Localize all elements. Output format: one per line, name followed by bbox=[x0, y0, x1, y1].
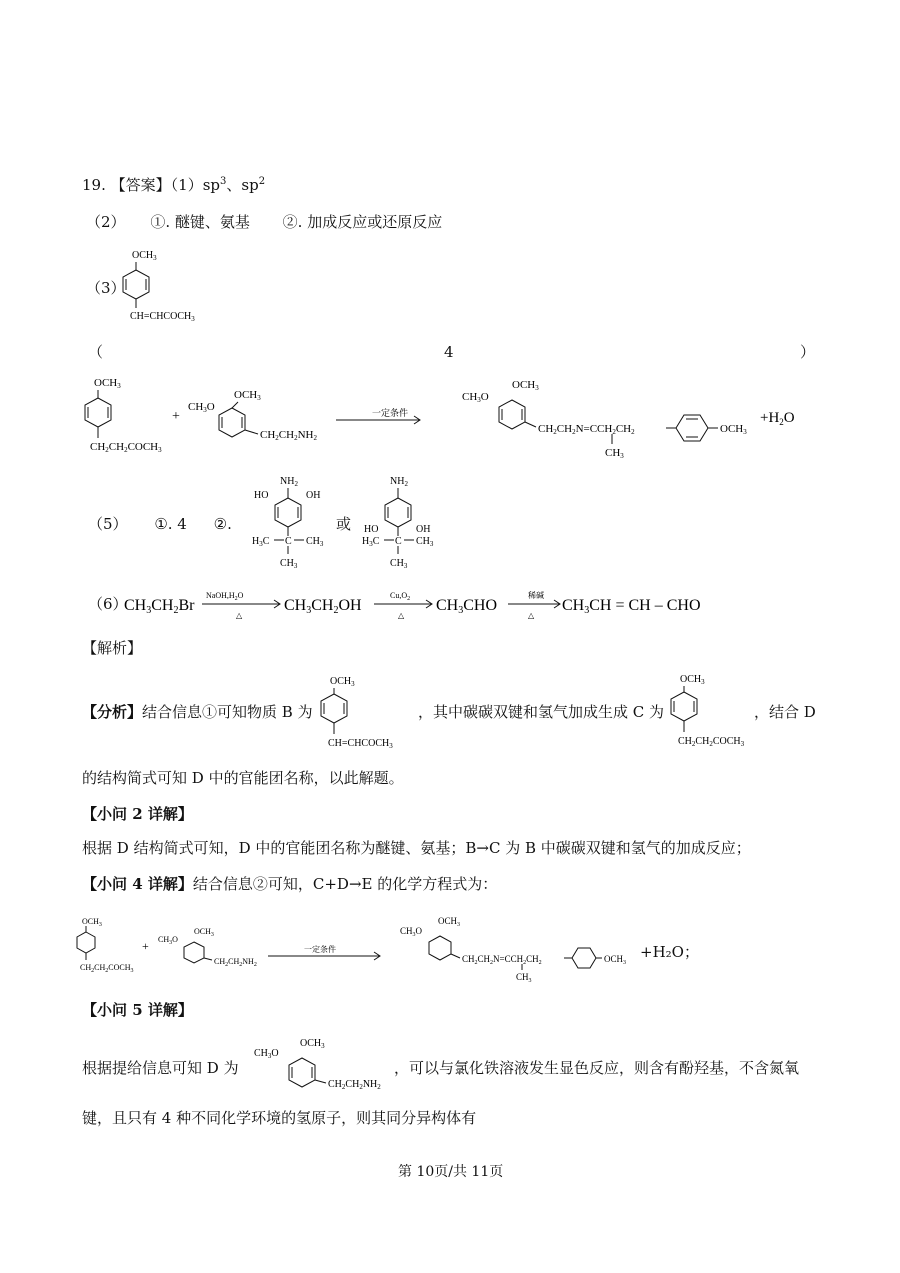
svg-text:CH3: $CH_3$ bbox=[516, 972, 532, 982]
svg-text:OCH3: $OCH_3$ bbox=[330, 676, 355, 688]
svg-text:CH3O: $CH_3O$ bbox=[254, 1048, 279, 1060]
fenxi-text-b: ，其中碳碳双键和氢气加成生成 C 为 bbox=[418, 703, 665, 721]
svg-text:OCH3: $OCH_3$ bbox=[82, 917, 102, 928]
svg-text:CH3O: CH3O bbox=[188, 401, 215, 414]
och3-label: $OCH_3$ bbox=[132, 250, 157, 262]
ch-chcoch3-label: $CH=CHCOCH_3$ bbox=[130, 311, 195, 323]
svg-text:CH2CH2N=CCH2CH2: CH2CH2N=CCH2CH2 bbox=[538, 423, 635, 436]
question-number: 19. bbox=[82, 176, 106, 194]
svg-text:+H2O: $+H_2O$ bbox=[760, 410, 795, 427]
svg-text:H3C: $H_3C$ bbox=[362, 536, 380, 548]
part4-number: 4 bbox=[444, 343, 454, 361]
svg-text:CH3O: $CH_3O$ bbox=[158, 935, 178, 946]
svg-text:CH2CH2NH2: CH2CH2NH2 bbox=[260, 429, 317, 442]
part5-isomer-1 bbox=[250, 472, 340, 572]
svg-text:CH3O: CH3O bbox=[462, 391, 489, 404]
q2-body: 根据 D 结构简式可知，D 中的官能团名称为醚键、氨基；B→C 为 B 中碳碳双键和氢气的加成反应； bbox=[82, 839, 751, 857]
svg-text:CH2CH2N=CCH2CH2: $CH_2CH_2N=CCH_2CH_2$ bbox=[462, 954, 542, 966]
svg-text:CH2CH2NH2: $CH_2CH_2NH_2$ bbox=[328, 1079, 381, 1091]
svg-text:CH2CH2COCH3: $CH_2CH_2COCH_3$ bbox=[80, 963, 134, 974]
part2-line bbox=[86, 212, 442, 232]
svg-text:OH: OH bbox=[416, 524, 431, 535]
part5-isomer-2 bbox=[360, 472, 450, 572]
part4-open: （ bbox=[88, 343, 104, 361]
part4-equation bbox=[80, 372, 820, 462]
sp2-text: sp bbox=[241, 176, 259, 194]
part4-close: ） bbox=[800, 343, 816, 361]
fenxi-text-a: 结合信息①可知物质 B 为 bbox=[142, 703, 313, 721]
svg-text:OCH3: OCH3 bbox=[720, 423, 747, 436]
q5-heading: 【小问 5 详解】 bbox=[82, 1001, 193, 1019]
svg-text:OCH3: $OCH_3$ bbox=[300, 1038, 325, 1050]
h2o-semicolon: +H₂O； bbox=[640, 943, 699, 961]
part6-label: （6） bbox=[88, 595, 128, 613]
svg-text:CH3: CH3 bbox=[605, 447, 624, 460]
structure-b bbox=[310, 672, 420, 752]
svg-text:OCH3: $OCH_3$ bbox=[680, 674, 705, 686]
part5-answer-a: ①. 4 bbox=[154, 515, 187, 533]
svg-text:OH: OH bbox=[306, 490, 321, 501]
fenxi-label: 【分析】 bbox=[82, 703, 143, 721]
part2-answer-a: ①. 醚键、氨基 bbox=[150, 213, 250, 231]
part5-answer-b: ②. bbox=[213, 515, 232, 533]
part2-answer-b: ②. 加成反应或还原反应 bbox=[282, 213, 443, 231]
part3-label: （3） bbox=[86, 279, 126, 297]
svg-text:CH2CH2NH2: $CH_2CH_2NH_2$ bbox=[214, 957, 257, 968]
q5-text-c: 键，且只有 4 种不同化学环境的氢原子，则其同分异构体有 bbox=[82, 1109, 477, 1127]
part5-label: （5） bbox=[88, 515, 128, 533]
svg-text:△: △ bbox=[398, 611, 405, 620]
part5-or: 或 bbox=[336, 515, 352, 533]
svg-text:CH3O: $CH_3O$ bbox=[400, 926, 423, 938]
svg-text:CH3: $CH_3$ bbox=[306, 536, 324, 548]
svg-text:HO: HO bbox=[254, 490, 269, 501]
part2-label: （2） bbox=[86, 213, 126, 231]
q4-body: 结合信息②可知，C+D→E 的化学方程式为： bbox=[192, 875, 498, 893]
q4-line bbox=[82, 874, 497, 894]
svg-text:CH2CH2COCH3: $CH_2CH_2COCH_3$ bbox=[678, 736, 745, 748]
structure-d bbox=[250, 1030, 400, 1094]
svg-text:OCH3: $OCH_3$ bbox=[604, 954, 627, 966]
svg-text:NaOH,H2O: $NaOH,H_2O$ bbox=[206, 591, 244, 602]
svg-text:CH3: $CH_3$ bbox=[280, 558, 298, 570]
fenxi-text-c: ，结合 D bbox=[754, 703, 816, 721]
svg-text:OCH3: $OCH_3$ bbox=[194, 927, 214, 938]
q5-text-a: 根据提给信息可知 D 为 bbox=[82, 1059, 239, 1077]
svg-text:CH3CH2Br: CH3CH2Br bbox=[124, 597, 195, 616]
svg-text:C: C bbox=[395, 536, 402, 547]
svg-text:+: + bbox=[142, 939, 149, 953]
fenxi-text-d: 的结构简式可知 D 中的官能团名称，以此解题。 bbox=[82, 769, 404, 787]
svg-text:H3C: $H_3C$ bbox=[252, 536, 270, 548]
sp2-sup: 2 bbox=[258, 176, 266, 187]
jiexi-heading: 【解析】 bbox=[82, 639, 143, 657]
svg-text:OCH3: OCH3 bbox=[512, 379, 539, 392]
q2-heading: 【小问 2 详解】 bbox=[82, 805, 193, 823]
svg-text:CH3: $CH_3$ bbox=[416, 536, 434, 548]
svg-text:CH3: $CH_3$ bbox=[390, 558, 408, 570]
q5-text-b: ，可以与氯化铁溶液发生显色反应，则含有酚羟基，不含氮氧 bbox=[394, 1059, 800, 1077]
svg-text:+: + bbox=[172, 409, 180, 424]
svg-text:一定条件: 一定条件 bbox=[372, 408, 409, 418]
svg-text:△: △ bbox=[528, 611, 535, 620]
page-footer: 第 10页/共 11页 bbox=[398, 1164, 504, 1180]
svg-text:HO: HO bbox=[364, 524, 379, 535]
structure-b-part3 bbox=[110, 246, 220, 326]
svg-text:CH=CHCOCH3: $CH=CHCOCH_3$ bbox=[328, 738, 393, 750]
svg-text:OCH3: OCH3 bbox=[234, 389, 261, 402]
svg-text:△: △ bbox=[236, 611, 243, 620]
q19-line1 bbox=[82, 172, 265, 195]
sp3-text: sp bbox=[202, 176, 221, 194]
svg-text:OCH3: OCH3 bbox=[94, 377, 121, 390]
svg-text:Cu,O2: $Cu,O_2$ bbox=[390, 591, 411, 602]
answer-label: 【答案】 bbox=[110, 176, 171, 194]
svg-text:CH3CH2OH: CH3CH2OH bbox=[284, 597, 362, 616]
svg-text:稀碱: 稀碱 bbox=[528, 591, 544, 600]
svg-text:CH3CH = CH – CHO: CH3CH = CH – CHO bbox=[562, 597, 701, 616]
svg-text:OCH3: $OCH_3$ bbox=[438, 916, 461, 928]
svg-text:CH3CHO: CH3CHO bbox=[436, 597, 498, 616]
part5-line bbox=[88, 514, 232, 534]
sp3-sup: 3 bbox=[220, 176, 227, 187]
svg-text:一定条件: 一定条件 bbox=[304, 945, 336, 954]
separator: 、 bbox=[226, 176, 242, 194]
q4-equation bbox=[70, 912, 690, 982]
fenxi-line bbox=[82, 702, 313, 722]
svg-text:C: C bbox=[285, 536, 292, 547]
part6-route bbox=[120, 586, 720, 620]
svg-text:NH2: $NH_2$ bbox=[280, 476, 298, 488]
part1-label: （1） bbox=[170, 176, 203, 194]
svg-text:CH2CH2COCH3: CH2CH2COCH3 bbox=[90, 441, 162, 454]
svg-text:NH2: $NH_2$ bbox=[390, 476, 408, 488]
q4-heading: 【小问 4 详解】 bbox=[82, 875, 193, 893]
